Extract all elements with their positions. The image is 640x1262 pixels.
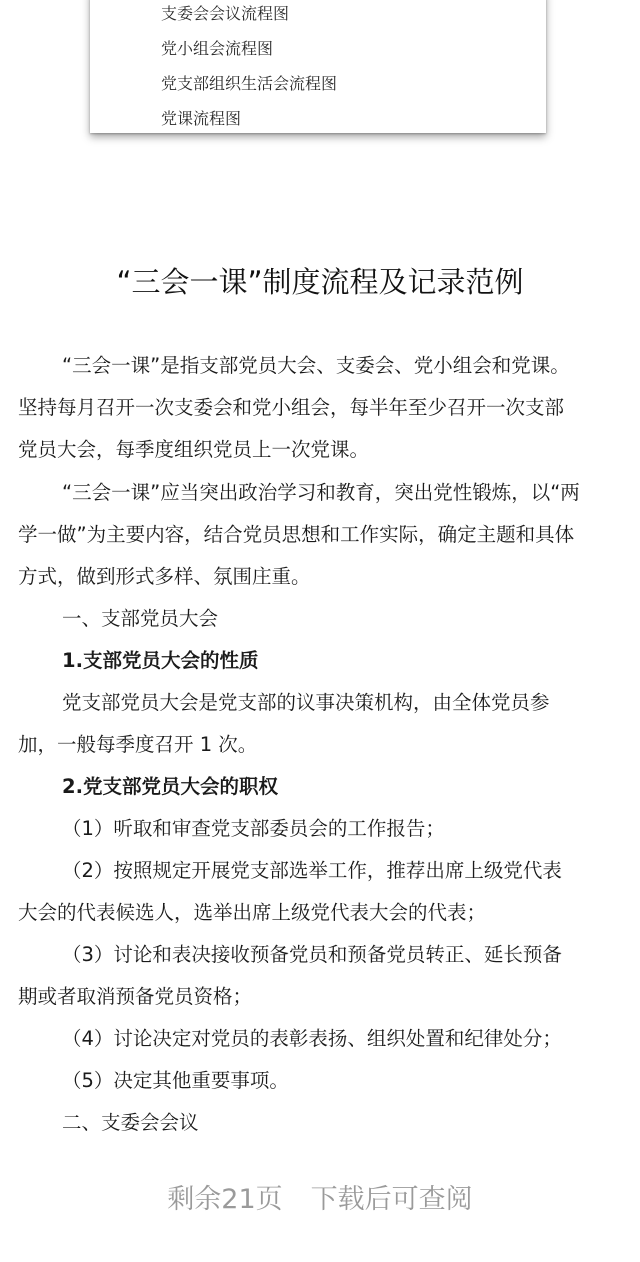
document-title: “三会一课”制度流程及记录范例	[116, 265, 524, 299]
paragraph-line: 党支部党员大会是党支部的议事决策机构，由全体党员参	[62, 691, 550, 714]
list-item: （4）讨论决定对党员的表彰表扬、组织处置和纪律处分；	[62, 1027, 562, 1050]
remaining-pages-label: 剩余21页	[167, 1184, 283, 1215]
paragraph-line: “三会一课”应当突出政治学习和教育，突出党性锻炼，以“两	[62, 481, 580, 504]
section-heading: 一、支部党员大会	[62, 607, 219, 630]
subsection-heading: 2.党支部党员大会的职权	[62, 775, 278, 798]
paragraph-line: 方式，做到形式多样、氛围庄重。	[18, 565, 311, 588]
list-item: （5）决定其他重要事项。	[62, 1069, 289, 1092]
toc-item-party-lecture[interactable]: 党课流程图	[161, 109, 242, 128]
section-heading: 二、支委会会议	[62, 1111, 199, 1134]
list-item: （1）听取和审查党支部委员会的工作报告；	[62, 817, 445, 840]
list-item: （2）按照规定开展党支部选举工作，推荐出席上级党代表	[62, 859, 562, 882]
list-item-continuation: 大会的代表候选人，选举出席上级党代表大会的代表；	[18, 901, 487, 924]
list-item-continuation: 期或者取消预备党员资格；	[18, 985, 253, 1008]
toc-card	[90, 0, 546, 133]
list-item: （3）讨论和表决接收预备党员和预备党员转正、延长预备	[62, 943, 562, 966]
paragraph-line: 加，一般每季度召开 1 次。	[18, 733, 258, 756]
toc-item-organizational-life[interactable]: 党支部组织生活会流程图	[161, 74, 338, 93]
paragraph-line: 学一做”为主要内容，结合党员思想和工作实际，确定主题和具体	[18, 523, 575, 546]
paragraph-line: “三会一课”是指支部党员大会、支委会、党小组会和党课。	[62, 354, 570, 377]
paragraph-line: 党员大会，每季度组织党员上一次党课。	[18, 438, 370, 461]
paragraph-line: 坚持每月召开一次支委会和党小组会，每半年至少召开一次支部	[18, 396, 565, 419]
subsection-heading: 1.支部党员大会的性质	[62, 649, 259, 672]
toc-item-party-group[interactable]: 党小组会流程图	[161, 39, 274, 58]
download-to-view-label: 下载后可查阅	[310, 1184, 473, 1215]
download-prompt[interactable]	[0, 1180, 640, 1220]
toc-item-branch-committee[interactable]: 支委会会议流程图	[161, 4, 290, 23]
